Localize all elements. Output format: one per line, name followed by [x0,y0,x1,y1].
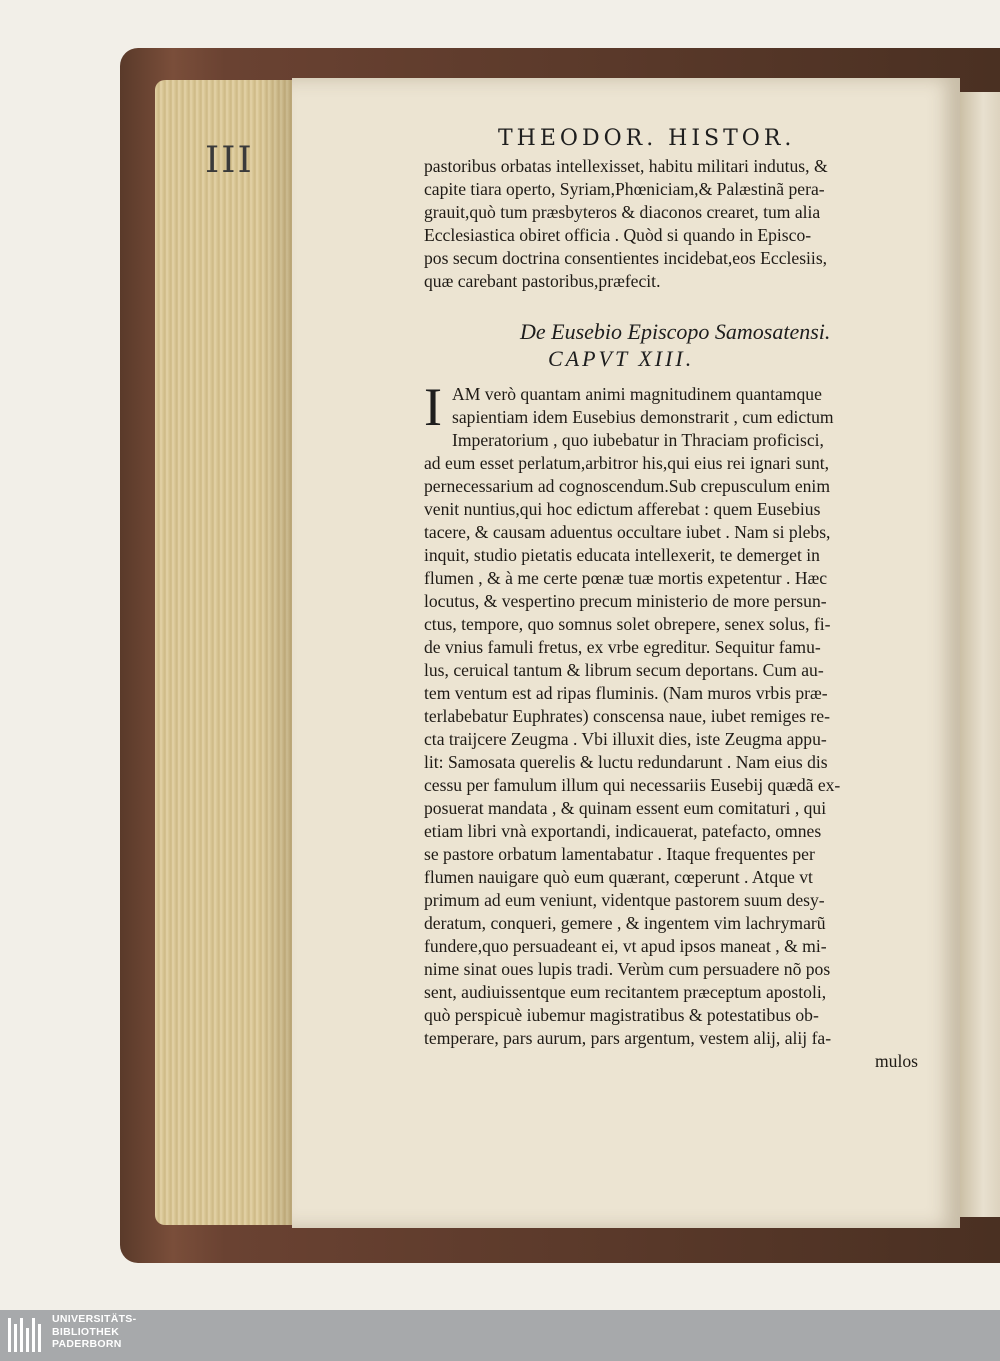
text-line: ctus, tempore, quo somnus solet obrepere, senex solus, fi- [424,614,831,634]
text-line: nime sinat oues lupis tradi. Verùm cum persuadere nõ pos [424,959,831,979]
chapter-title: De Eusebio Episcopo Samosatensi. [520,319,831,344]
text-line: capite tiara operto, Syriam,Phœniciam,& Palæstinã pera- [424,179,825,199]
text-line: Imperatorium , quo iubebatur in Thraciam proficisci, [452,430,824,450]
text-line: etiam libri vnà exportandi, indicauerat, patefacto, omnes [424,821,822,841]
text-line: se pastore orbatum lamentabatur . Itaque frequentes per [424,844,815,864]
text-line: fundere,quo persuadeant ei, vt apud ipsos maneat , & mi- [424,936,827,956]
fore-edge-mark: III [205,140,254,181]
text-line: de vnius famuli fretus, ex vrbe egreditur. Sequitur famu- [424,637,821,657]
text-line: terlabebatur Euphrates) conscensa naue, iubet remiges re- [424,706,830,726]
facing-page-edge [958,92,1000,1217]
text-line: locutus, & vespertino precum ministerio de more persun- [424,591,827,611]
text-line: pastoribus orbatas intellexisset, habitu militari indutus, & [424,156,828,176]
text-line: tem ventum est ad ripas fluminis. (Nam muros vrbis præ- [424,683,828,703]
footer-bar [0,1310,1000,1361]
text-line: primum ad eum veniunt, videntque pastorem suum desy- [424,890,825,910]
text-line: pos secum doctrina consentientes incidebat,eos Ecclesiis, [424,248,828,268]
text-line: cta traijcere Zeugma . Vbi illuxit dies, iste Zeugma appu- [424,729,827,749]
top-paragraph [424,155,918,293]
text-line: tacere, & causam aduentus occultare iubet . Nam si plebs, [424,522,831,542]
text-line: flumen nauigare quò eum quærant, cœperunt . Atque vt [424,867,813,887]
text-line: sapientiam idem Eusebius demonstrarit , cum edictum [452,407,834,427]
library-name-line: UNIVERSITÄTS- [52,1313,137,1325]
text-line: pernecessarium ad cognoscendum.Sub crepusculum enim [424,476,831,496]
drop-cap: I [424,377,442,437]
text-line: quæ carebant pastoribus,præfecit. [424,271,661,291]
text-line: grauit,quò tum præsbyteros & diaconos crearet, tum alia [424,202,821,222]
text-line: temperare, pars aurum, pars argentum, vestem alij, alij fa- [424,1028,832,1048]
text-line: venit nuntius,qui hoc edictum afferebat : quem Eusebius [424,499,821,519]
text-line: flumen , & à me certe pœnæ tuæ mortis expetentur . Hæc [424,568,828,588]
library-logo-icon [6,1314,46,1356]
text-line: posuerat mandata , & quinam essent eum comitaturi , qui [424,798,827,818]
library-name-line: BIBLIOTHEK [52,1325,120,1338]
library-name-line: PADERBORN [52,1338,122,1350]
first-lines [452,383,918,429]
text-line: AM verò quantam animi magnitudinem quantamque [452,384,822,404]
main-paragraph [424,429,918,1073]
text-line: ad eum esset perlatum,arbitror his,qui eius rei ignari sunt, [424,453,830,473]
text-line: lus, ceruical tantum & librum secum deportans. Cum au- [424,660,824,680]
chapter-number: CAPVT XIII. [548,346,695,371]
library-name [52,1313,136,1351]
text-line: cessu per famulum illum qui necessariis Eusebij quædã ex- [424,775,841,795]
text-line: inquit, studio pietatis educata intellexerit, te demerget in [424,545,820,565]
running-head: THEODOR. HISTOR. [498,126,796,151]
catchword: mulos [874,1051,918,1071]
text-line: Ecclesiastica obiret officia . Quòd si quando in Episco- [424,225,812,245]
text-line: quò perspicuè iubemur magistratibus & potestatibus ob- [424,1005,819,1025]
text-line: lit: Samosata querelis & luctu redundarunt . Nam eius dis [424,752,828,772]
text-line: deratum, conqueri, gemere , & ingentem vim lachrymarũ [424,913,826,933]
text-line: sent, audiuissentque eum recitantem præceptum apostoli, [424,982,827,1002]
